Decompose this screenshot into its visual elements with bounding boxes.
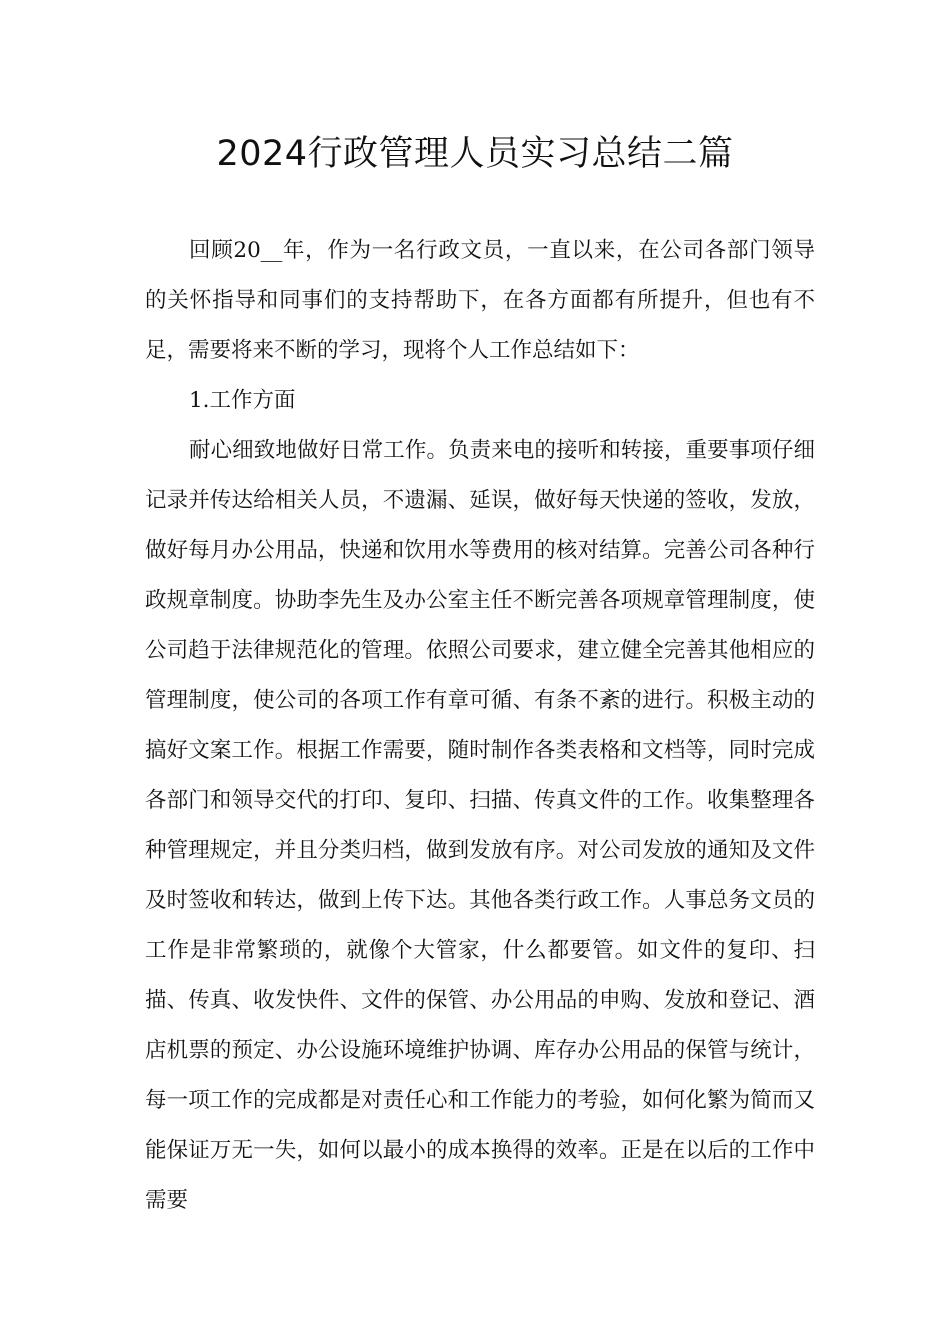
document-body — [145, 226, 815, 1226]
work-details-paragraph: 耐心细致地做好日常工作。负责来电的接听和转接，重要事项仔细记录并传达给相关人员，不遗漏、延误，做好每天快递的签收，发放，做好每月办公用品，快递和饮用水等费用的核对结算。完善公司各种行政规章制度。协助李先生及办公室主任不断完善各项规章管理制度，使公司趋于法律规范化的管理。依照公司要求，建立健全完善其他相应的管理制度，使公司的各项工作有章可循、有条不紊的进行。积极主动的搞好文案工作。根据工作需要，随时制作各类表格和文档等，同时完成各部门和领导交代的打印、复印、扫描、传真文件的工作。收集整理各种管理规定，并且分类归档，做到发放有序。对公司发放的通知及文件及时签收和转达，做到上传下达。其他各类行政工作。人事总务文员的工作是非常繁琐的，就像个大管家，什么都要管。如文件的复印、扫描、传真、收发快件、文件的保管、办公用品的申购、发放和登记、酒店机票的预定、办公设施环境维护协调、库存办公用品的保管与统计，每一项工作的完成都是对责任心和工作能力的考验，如何化繁为简而又能保证万无一失，如何以最小的成本换得的效率。正是在以后的工作中需要 — [145, 438, 815, 1213]
document-title: 2024行政管理人员实习总结二篇 — [216, 134, 734, 174]
section-heading-work: 1.工作方面 — [189, 388, 296, 413]
intro-paragraph: 回顾20__年，作为一名行政文员，一直以来，在公司各部门领导的关怀指导和同事们的支持帮助下，在各方面都有所提升，但也有不足，需要将来不断的学习，现将个人工作总结如下： — [145, 238, 815, 363]
